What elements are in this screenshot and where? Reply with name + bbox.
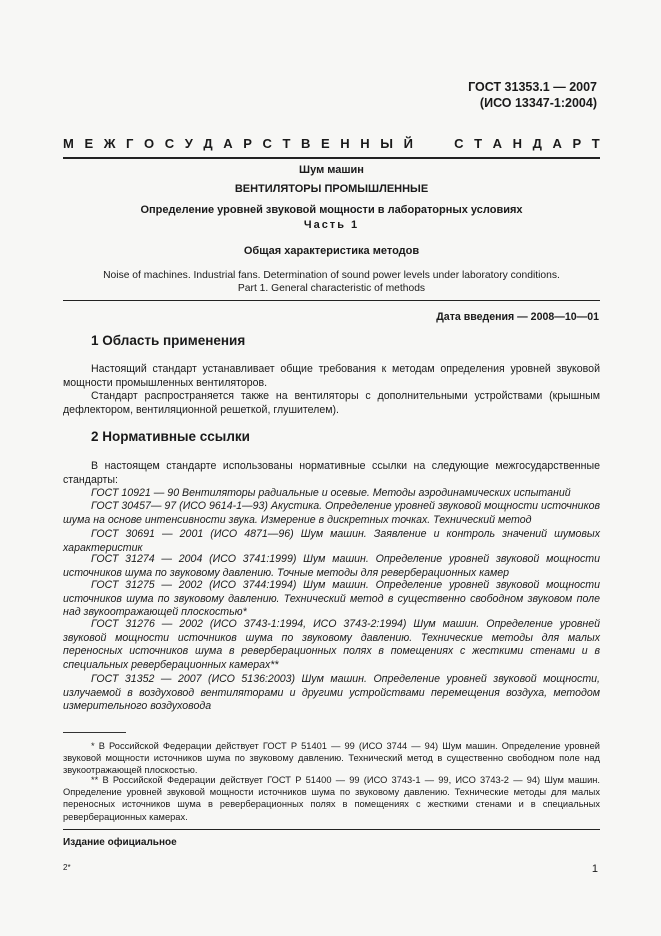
reference-item: ГОСТ 31276 — 2002 (ИСО 3743-1:1994, ИСО 3743-2:1994) Шум машин. Определение уровней звуковой мощности источников шума по звуковому давлению. Технические методы для малых переносных источников шума в реверберационных полях в помещениях с жесткими стенами и в специальных реверберационных камерах**: [63, 618, 600, 671]
banner-letter: Д: [532, 136, 542, 151]
banner-letter: Е: [84, 136, 94, 151]
section1-paragraph: Стандарт распространяется также на вентиляторы с дополнительными устройствами (крышным дефлектором, вентиляционной решеткой, глушителем).: [63, 390, 600, 416]
sheet-mark: 2*: [63, 863, 71, 872]
interstate-standard-banner: [63, 136, 600, 151]
section2-heading: 2 Нормативные ссылки: [91, 429, 250, 444]
reference-item: ГОСТ 31275 — 2002 (ИСО 3744:1994) Шум машин. Определение уровней звуковой мощности источников шума по звуковому давлению. Технический метод в существенно свободном звуковом поле над звукоотражающей плоскостью*: [63, 579, 600, 618]
title-line2: ВЕНТИЛЯТОРЫ ПРОМЫШЛЕННЫЕ: [234, 183, 429, 195]
reference-item: ГОСТ 30691 — 2001 (ИСО 4871—96) Шум машин. Заявление и контроль значений шумовых характеристик: [63, 528, 600, 554]
bottom-rule: [63, 829, 600, 830]
banner-letter: О: [144, 136, 155, 151]
english-title-line1: Noise of machines. Industrial fans. Determination of sound power levels under laboratory conditions.: [103, 270, 560, 281]
banner-letter: А: [223, 136, 233, 151]
banner-letter: Н: [340, 136, 350, 151]
banner-letter: Р: [243, 136, 252, 151]
english-title-line2: Part 1. General characteristic of methods: [237, 283, 426, 294]
banner-letter: А: [492, 136, 503, 151]
title-line1: Шум машин: [299, 164, 364, 176]
reference-item: ГОСТ 10921 — 90 Вентиляторы радиальные и осевые. Методы аэродинамических испытаний: [91, 487, 571, 499]
banner-letter: Р: [572, 136, 582, 151]
reference-item: ГОСТ 31352 — 2007 (ИСО 5136:2003) Шум машин. Определение уровней звуковой мощности, излучаемой в воздуховод вентиляторами и другими устройствами перемещения воздуха, методом измерительного воздуховода: [63, 673, 600, 712]
banner-letter: С: [454, 136, 464, 151]
banner-letter: В: [301, 136, 311, 151]
banner-letter: Н: [512, 136, 523, 151]
title-line3: Определение уровней звуковой мощности в лабораторных условиях: [140, 204, 523, 216]
banner-letter: М: [63, 136, 74, 151]
banner-letter: У: [184, 136, 193, 151]
introduction-date: Дата введения — 2008—10—01: [436, 311, 599, 323]
title-part: Часть 1: [303, 219, 360, 231]
banner-letter: Т: [474, 136, 483, 151]
footnote-separator: [63, 732, 126, 733]
title-subtitle: Общая характеристика методов: [243, 245, 420, 257]
banner-letter: Й: [403, 136, 413, 151]
banner-letter: А: [552, 136, 562, 151]
section1-heading: 1 Область применения: [91, 333, 246, 348]
reference-item: ГОСТ 31274 — 2004 (ИСО 3741:1999) Шум машин. Определение уровней звуковой мощности источников шума по звуковому давлению. Точные методы для реверберационных камер: [63, 553, 600, 579]
banner-letter: С: [262, 136, 272, 151]
banner-letter: Ы: [380, 136, 393, 151]
banner-rule: [63, 157, 600, 159]
banner-letter: С: [164, 136, 175, 151]
banner-letter: Д: [203, 136, 213, 151]
standard-code: [468, 80, 597, 110]
section2-intro: В настоящем стандарте использованы нормативные ссылки на следующие межгосударственные стандарты:: [63, 460, 600, 486]
banner-letter: Е: [321, 136, 330, 151]
banner-letter: Н: [360, 136, 370, 151]
banner-gap: [424, 136, 444, 151]
banner-letter: Т: [282, 136, 291, 151]
standard-code-line2: (ИСО 13347-1:2004): [479, 96, 597, 110]
section1-paragraph: Настоящий стандарт устанавливает общие требования к методам определения уровней звуковой мощности промышленных вентиляторов.: [63, 363, 600, 389]
banner-letter: Г: [126, 136, 134, 151]
banner-letter: Т: [591, 136, 600, 151]
footnote-2: ** В Российской Федерации действует ГОСТ Р 51400 — 99 (ИСО 3743-1 — 99, ИСО 3743-2 — 94) Шум машин. Определение уровней звуковой мощности источников шума по звуковому давлению. Технические методы для малых переносных источников шума в реверберационных полях в помещениях с жесткими стенами и в специальных реверберационных камерах.: [63, 775, 600, 822]
footnote-1: * В Российской Федерации действует ГОСТ Р 51401 — 99 (ИСО 3744 — 94) Шум машин. Определение уровней звуковой мощности источников шума по звуковому давлению. Технический метод в существенно свободном поле над звукоотражающей плоскостью.: [63, 741, 600, 776]
banner-letter: Ж: [103, 136, 116, 151]
official-edition-label: Издание официальное: [63, 837, 177, 848]
standard-code-line1: ГОСТ 31353.1 — 2007: [468, 80, 597, 94]
reference-item: ГОСТ 30457— 97 (ИСО 9614-1—93) Акустика. Определение уровней звуковой мощности источников шума на основе интенсивности звука. Измерение в дискретных точках. Технический метод: [63, 500, 600, 526]
title-rule: [63, 300, 600, 301]
page-number: 1: [591, 863, 598, 875]
